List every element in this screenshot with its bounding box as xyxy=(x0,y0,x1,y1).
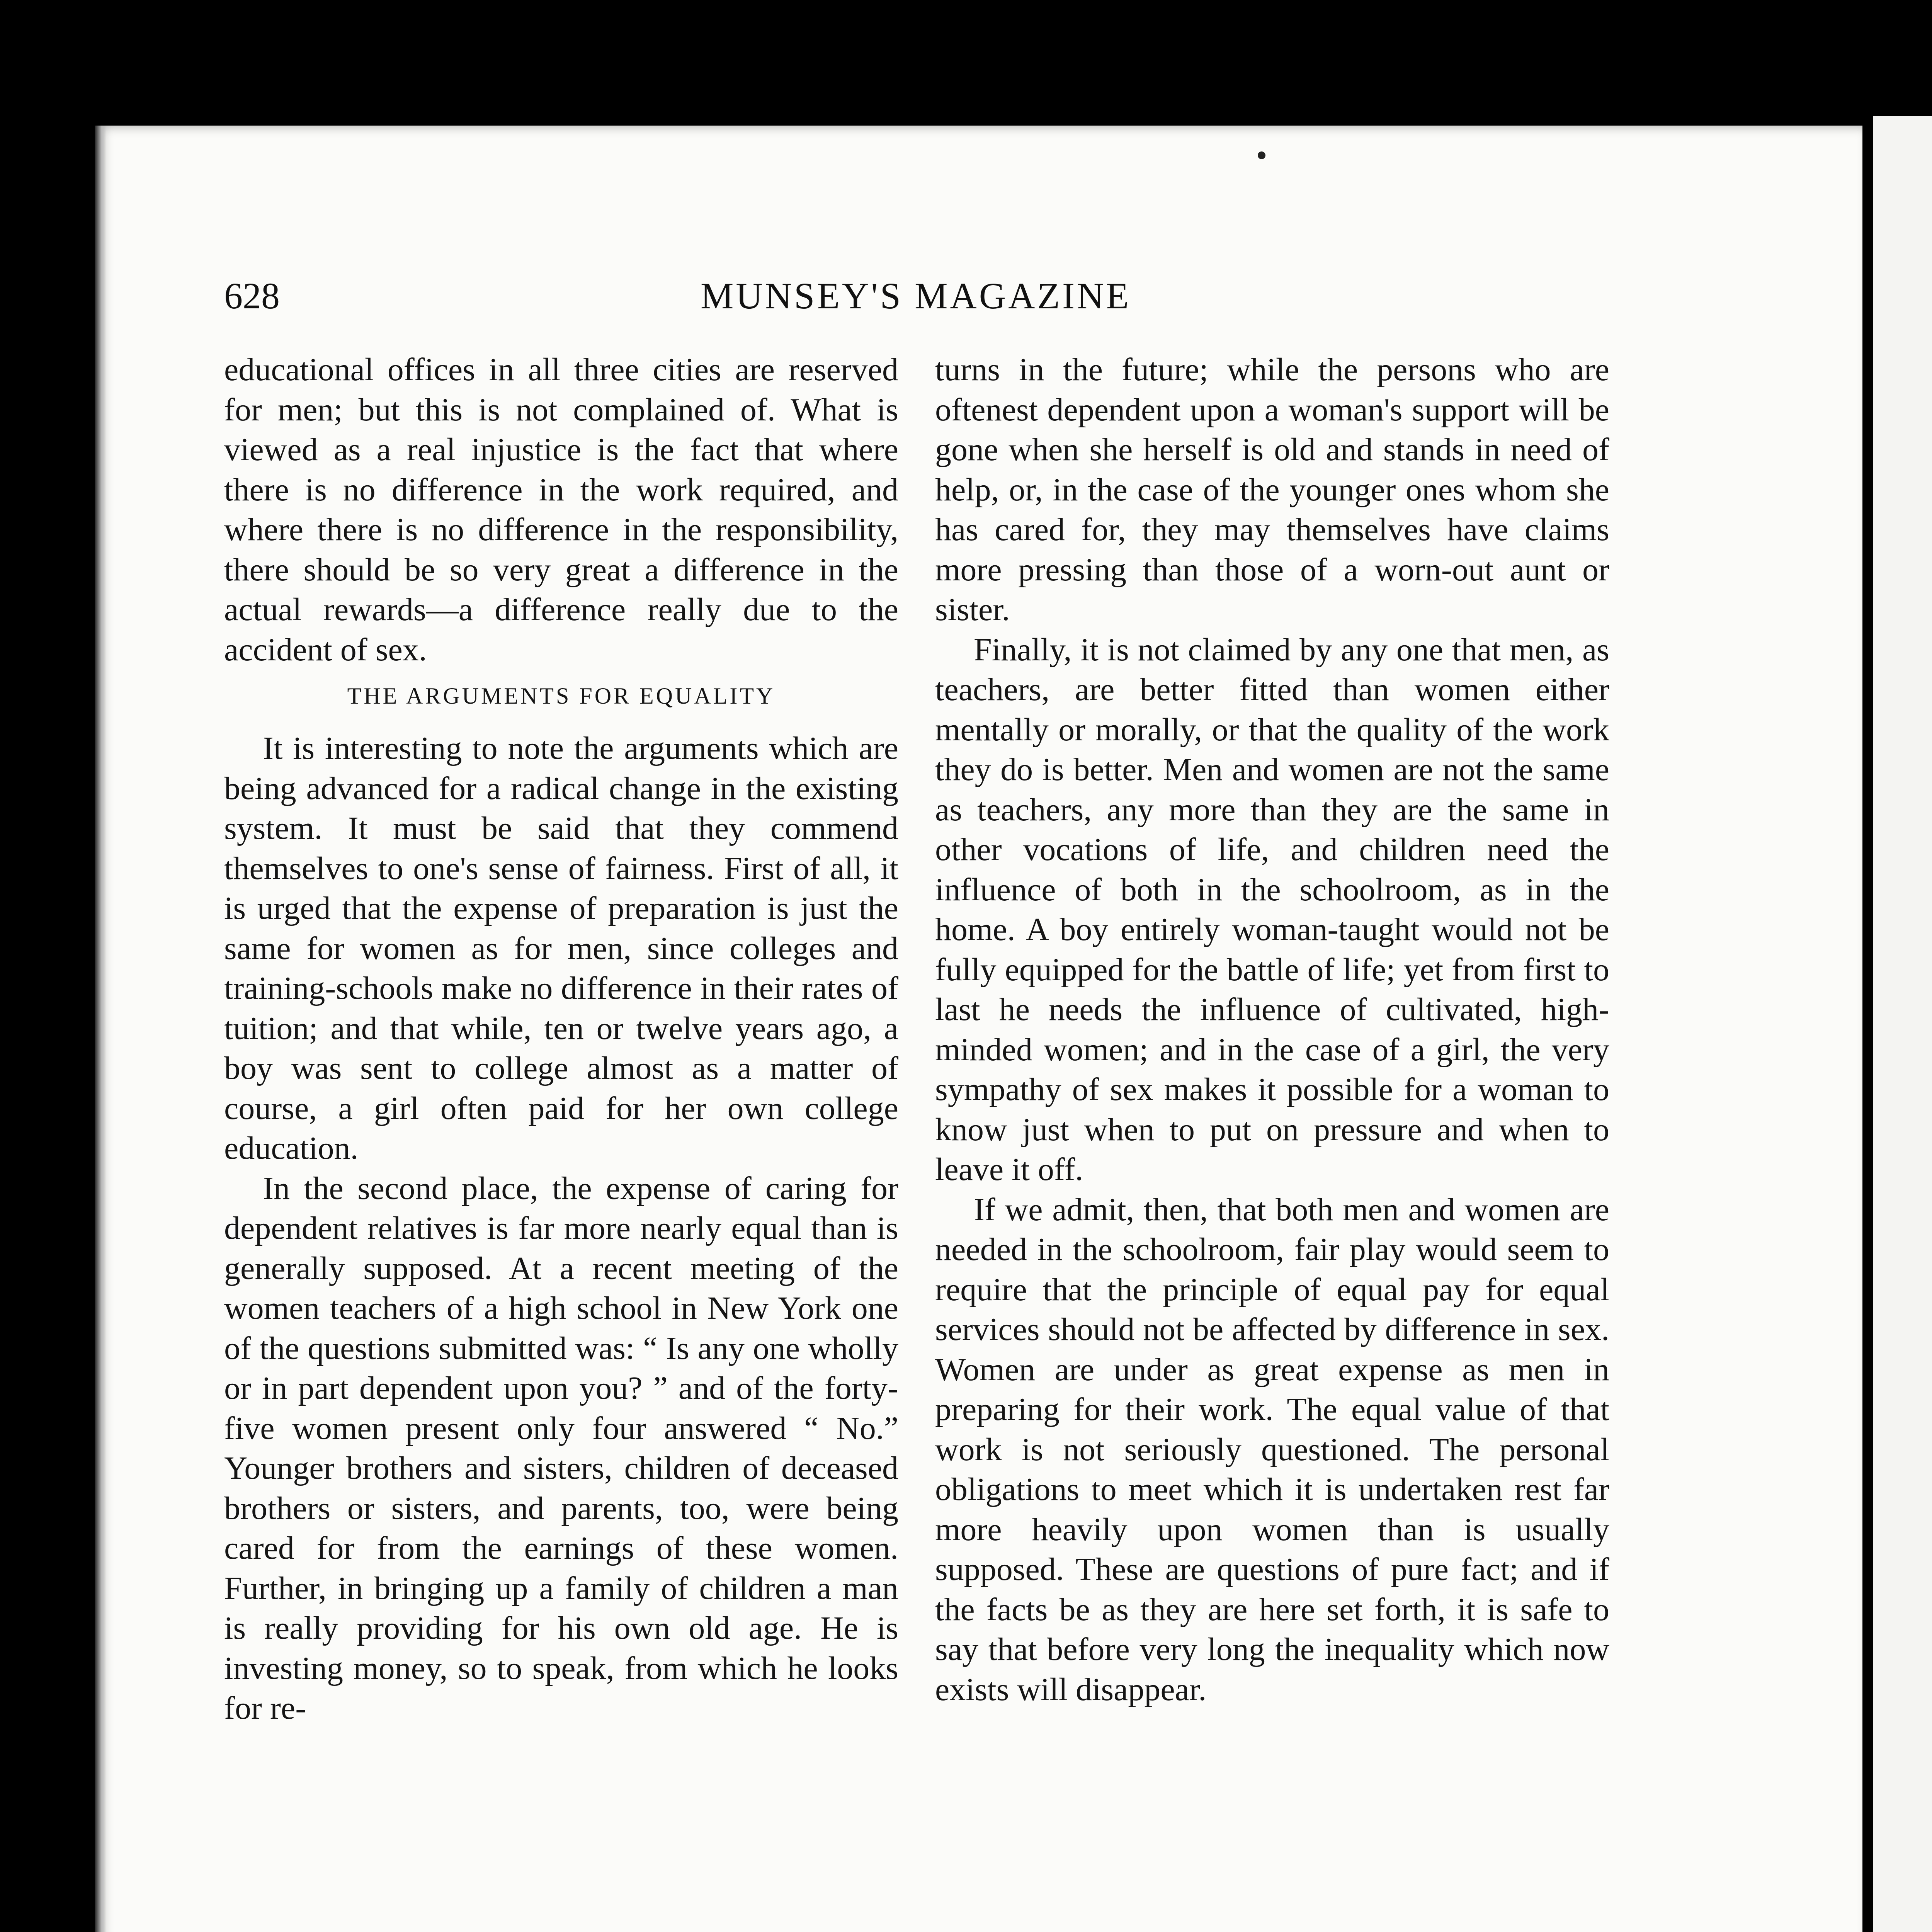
facing-page-edge xyxy=(1873,116,1932,1932)
page-number: 628 xyxy=(224,275,280,316)
paragraph: If we admit, then, that both men and women are needed in the schoolroom, fair play would seem to require that the principle of equal pay for equal services should not be affected by difference in sex. Women are under as great expense as men in preparing for their work. The equal value of that work is not seriously questioned. The personal obligations to meet which it is undertaken rest far more heavily upon women than is usually supposed. These are questions of pure fact; and if the facts be as they are here set forth, it is safe to say that before very long the inequality which now exists will disappear. xyxy=(935,1191,1609,1708)
paragraph: It is interesting to note the arguments which are being advanced for a radical change in the existing system. It must be said that they commend themselves to one's sense of fairness. First of all, it is urged that the expense of preparation is just the same for women as for men, since colleges and training-schools make no difference in their rates of tuition; and that while, ten or twelve years ago, a boy was sent to college almost as a matter of course, a girl often paid for her own college education. xyxy=(224,730,898,1166)
paragraph: educational offices in all three cities are reserved for men; but this is not complained of. What is viewed as a real injustice is the fact that where there is no difference in the work required, and where there is no difference in the responsibility, there should be so very great a difference in the actual rewards—a difference really due to the accident of sex. xyxy=(224,352,898,668)
paragraph: Finally, it is not claimed by any one that men, as teachers, are better fitted than women either mentally or morally, or that the quality of the work they do is better. Men and women are not the same as teachers, any more than they are the same in other vocations of life, and children need the influence of both in the schoolroom, as in the home. A boy entirely woman-taught would not be fully equipped for the battle of life; yet from first to last he needs the influence of cultivated, high-minded women; and in the case of a girl, the very sympathy of sex makes it possible for a woman to know just when to put on pressure and when to leave it off. xyxy=(935,631,1609,1187)
section-heading: THE ARGUMENTS FOR EQUALITY xyxy=(347,683,776,709)
paragraph: In the second place, the expense of caring for dependent relatives is far more nearly equal than is generally supposed. At a recent meeting of the women teachers of a high school in New York one of the questions submitted was: “ Is any one wholly or in part dependent upon you? ” and of the forty-five women present only four answered “ No.” Younger brothers and sisters, children of deceased brothers or sisters, and parents, too, were being cared for from the earnings of these women. Further, in bringing up a family of children a man is really providing for his own old age. He is investing money, so to speak, from which he looks for re- xyxy=(224,1170,898,1726)
running-head: MUNSEY'S MAGAZINE xyxy=(701,275,1131,316)
right-column xyxy=(935,350,1609,1709)
paragraph: turns in the future; while the persons who are oftenest dependent upon a woman's support will be gone when she herself is old and stands in need of help, or, in the case of the younger ones whom she has cared for, they may themselves have claims more pressing than those of a worn-out aunt or sister. xyxy=(935,352,1609,628)
print-speck xyxy=(1258,151,1265,159)
left-column xyxy=(224,350,898,1728)
page-header xyxy=(224,274,1607,328)
page-binding-shadow xyxy=(95,126,106,1932)
